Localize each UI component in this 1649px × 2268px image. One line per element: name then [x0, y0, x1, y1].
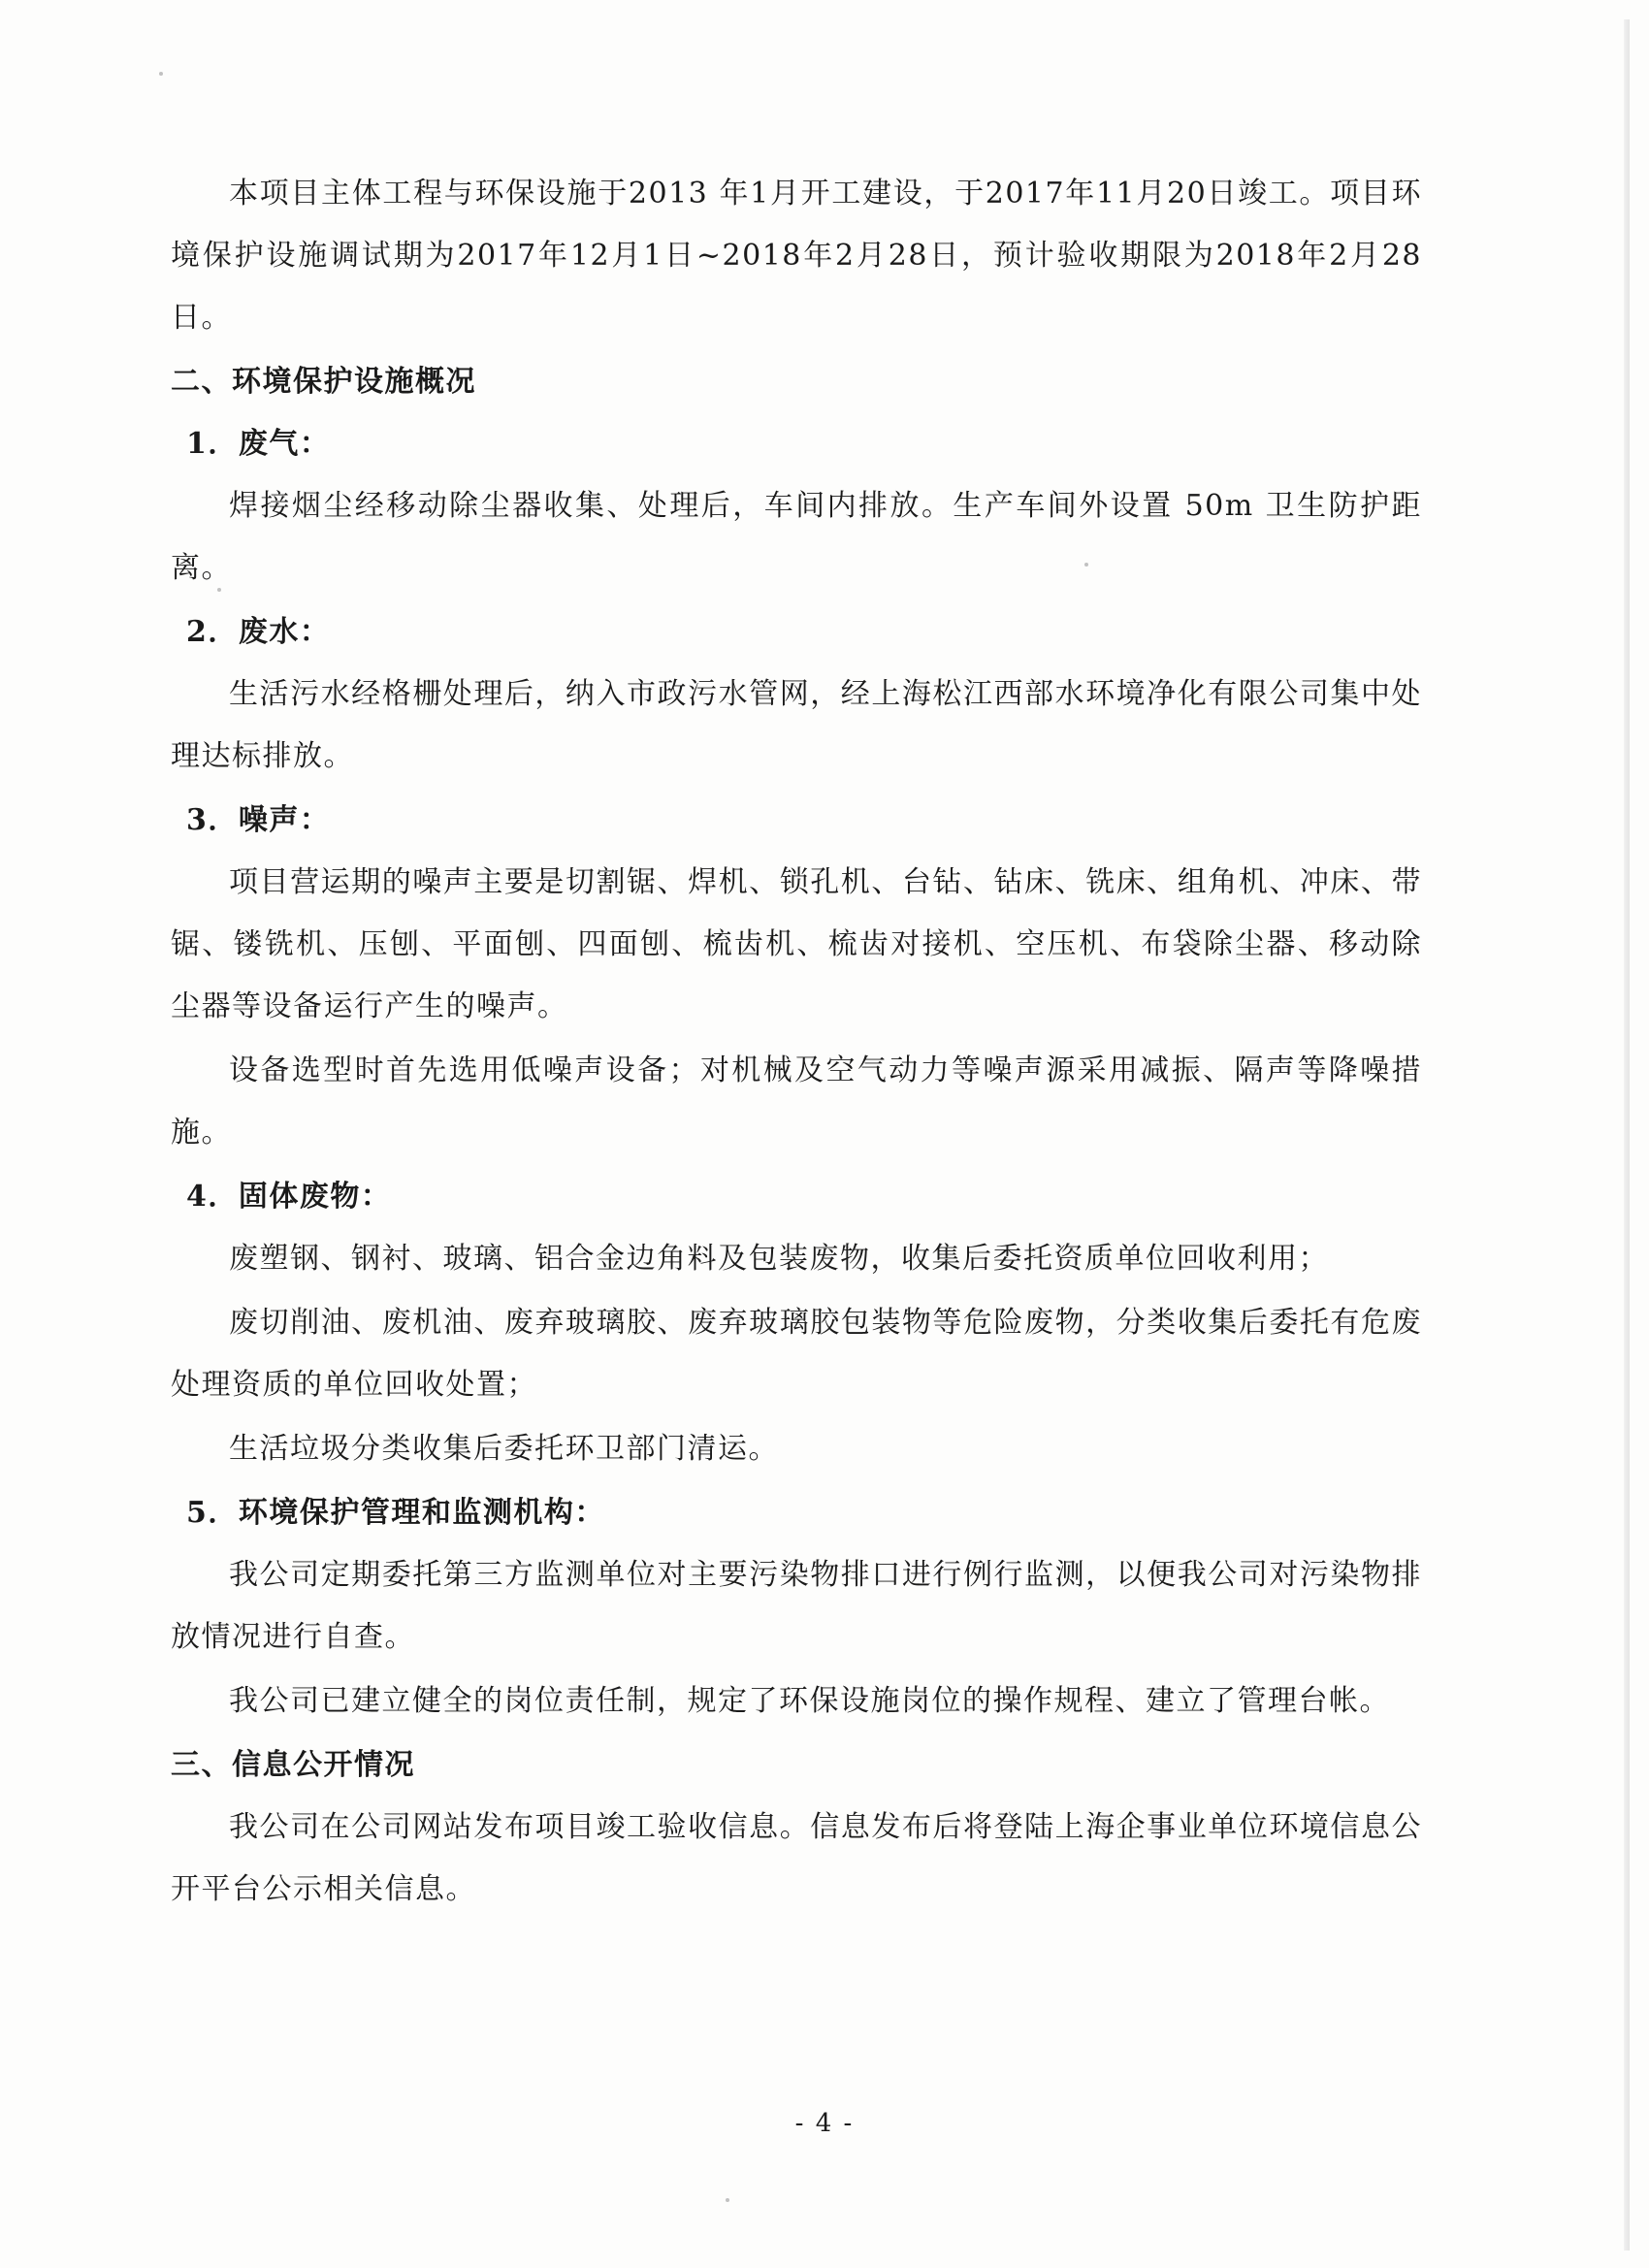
- noise-paragraph-measures: 设备选型时首先选用低噪声设备；对机械及空气动力等噪声源采用减振、隔声等降噪措施。: [171, 1053, 1422, 1150]
- page-number: - 4 -: [794, 2109, 855, 2138]
- intro-paragraph: 本项目主体工程与环保设施于2013 年1月开工建设，于2017年11月20日竣工。项目环境保护设施调试期为2017年12月1日~2018年2月28日，预计验收期限为2018年2月28日。: [171, 177, 1422, 335]
- section-heading-facilities: 二、环境保护设施概况: [171, 365, 476, 399]
- management-paragraph-responsibility: 我公司已建立健全的岗位责任制，规定了环保设施岗位的操作规程、建立了管理台帐。: [229, 1684, 1390, 1718]
- subsection-title-management: 5．环境保护管理和监测机构：: [186, 1496, 605, 1530]
- subsection-title-solid-waste: 4．固体废物：: [186, 1180, 392, 1214]
- subsection-title-waste-gas: 1．废气：: [186, 427, 331, 461]
- scan-speck: [726, 2198, 729, 2202]
- wastewater-paragraph: 生活污水经格栅处理后，纳入市政污水管网，经上海松江西部水环境净化有限公司集中处理达标排放。: [171, 677, 1422, 773]
- disclosure-paragraph: 我公司在公司网站发布项目竣工验收信息。信息发布后将登陆上海企事业单位环境信息公开平台公示相关信息。: [171, 1810, 1422, 1906]
- subsection-title-wastewater: 2．废水：: [186, 615, 331, 649]
- scan-speck: [159, 72, 163, 76]
- solid-waste-paragraph-recycling: 废塑钢、钢衬、玻璃、铝合金边角料及包装废物，收集后委托资质单位回收利用；: [229, 1242, 1329, 1276]
- noise-paragraph-sources: 项目营运期的噪声主要是切割锯、焊机、锁孔机、台钻、钻床、铣床、组角机、冲床、带锯、镂铣机、压刨、平面刨、四面刨、梳齿机、梳齿对接机、空压机、布袋除尘器、移动除尘器等设备运行产生的噪声。: [171, 865, 1422, 1023]
- solid-waste-paragraph-garbage: 生活垃圾分类收集后委托环卫部门清运。: [229, 1432, 779, 1466]
- management-paragraph-monitoring: 我公司定期委托第三方监测单位对主要污染物排口进行例行监测，以便我公司对污染物排放情况进行自查。: [171, 1558, 1422, 1654]
- document-body: [171, 163, 1422, 1923]
- section-heading-disclosure: 三、信息公开情况: [171, 1748, 415, 1782]
- waste-gas-paragraph: 焊接烟尘经移动除尘器收集、处理后，车间内排放。生产车间外设置 50m 卫生防护距离。: [171, 489, 1422, 585]
- scan-edge-shadow: [1624, 19, 1630, 2251]
- solid-waste-paragraph-hazardous: 废切削油、废机油、废弃玻璃胶、废弃玻璃胶包装物等危险废物，分类收集后委托有危废处理资质的单位回收处置；: [171, 1306, 1422, 1402]
- subsection-title-noise: 3．噪声：: [186, 803, 331, 837]
